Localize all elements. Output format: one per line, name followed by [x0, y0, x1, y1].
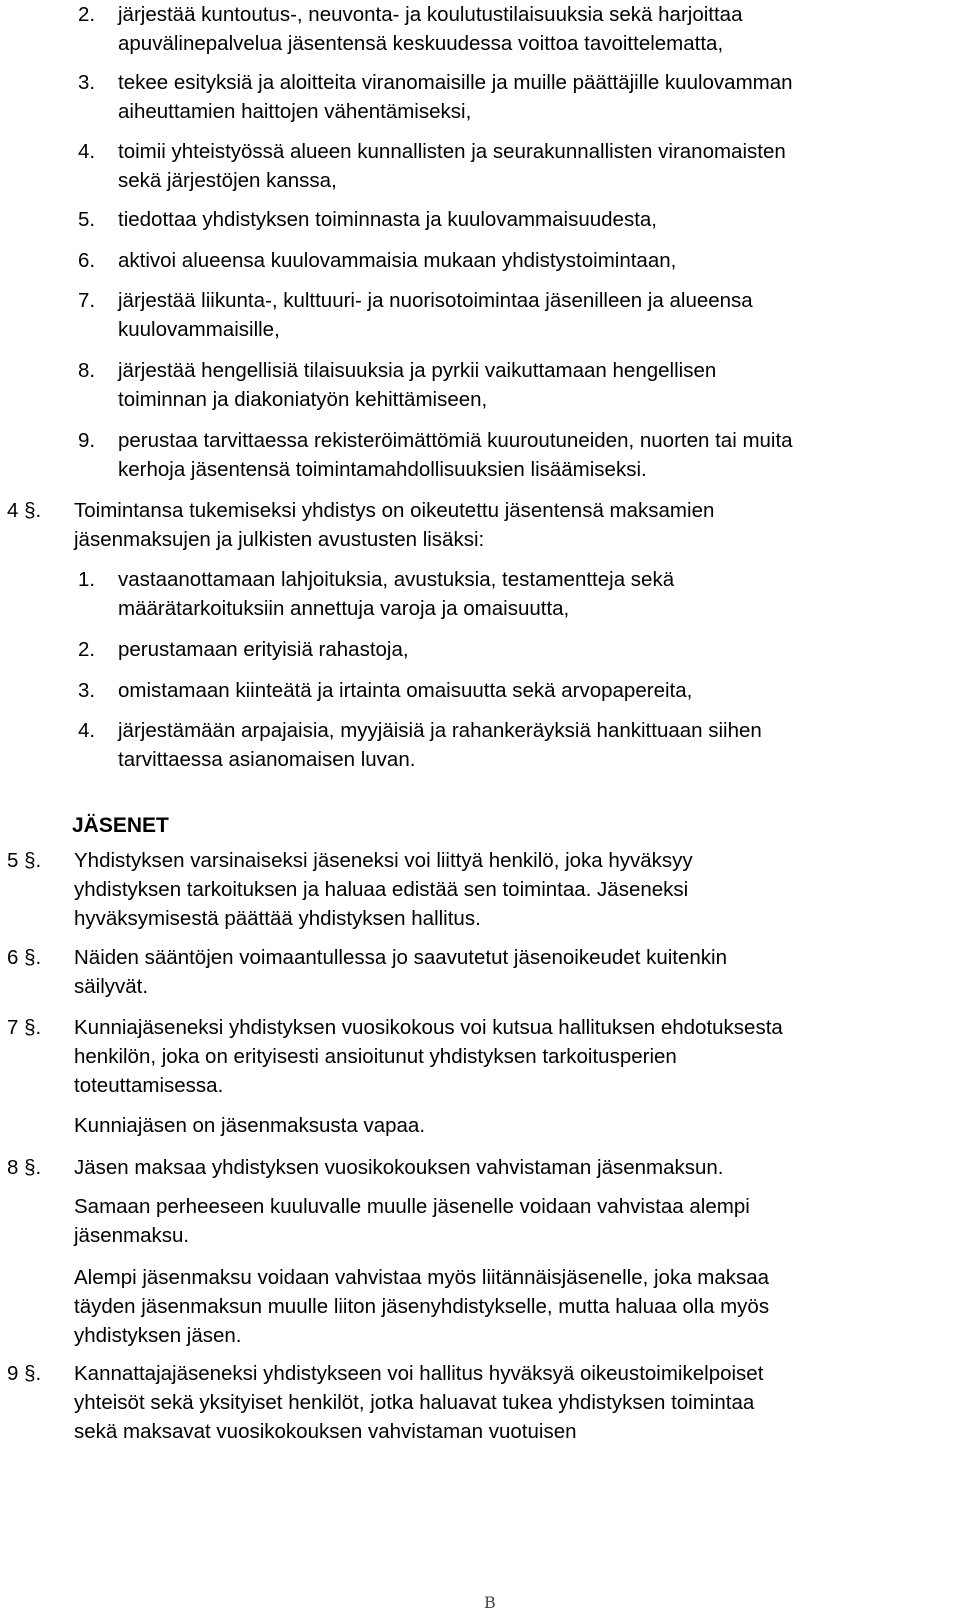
list-item-text: järjestää hengellisiä tilaisuuksia ja pyrkii vaikuttamaan hengellisen [118, 359, 717, 382]
list-item-text: järjestää liikunta-, kulttuuri- ja nuorisotoimintaa jäsenilleen ja alueensa [118, 289, 753, 312]
section-text: Toimintansa tukemiseksi yhdistys on oikeutettu jäsentensä maksamien [74, 499, 715, 522]
section-number: 9 §. [7, 1362, 42, 1385]
list-item-number: 2. [78, 3, 96, 26]
list-item-text: tiedottaa yhdistyksen toiminnasta ja kuulovammaisuudesta, [118, 208, 657, 231]
section-text: Kunniajäseneksi yhdistyksen vuosikokous voi kutsua hallituksen ehdotuksesta [74, 1016, 783, 1039]
list-item-text: sekä järjestöjen kanssa, [118, 169, 337, 192]
list-item-number: 3. [78, 71, 96, 94]
section-text: Alempi jäsenmaksu voidaan vahvistaa myös liitännäisjäsenelle, joka maksaa [74, 1266, 770, 1289]
section-text: toteuttamisessa. [74, 1074, 224, 1097]
list-item-text: vastaanottamaan lahjoituksia, avustuksia, testamentteja sekä [118, 568, 675, 591]
list-item-text: perustamaan erityisiä rahastoja, [118, 638, 409, 661]
section-text: jäsenmaksu. [74, 1224, 190, 1247]
list-item-text: toimii yhteistyössä alueen kunnallisten ja seurakunnallisten viranomaisten [118, 140, 786, 163]
section-heading: JÄSENET [72, 814, 169, 837]
section-text: Yhdistyksen varsinaiseksi jäseneksi voi liittyä henkilö, joka hyväksyy [74, 849, 693, 872]
list-item-number: 9. [78, 429, 96, 452]
list-item-number: 3. [78, 679, 96, 702]
list-item-text: apuvälinepalvelua jäsentensä keskuudessa voittoa tavoittelematta, [118, 32, 724, 55]
list-item-text: tekee esityksiä ja aloitteita viranomaisille ja muille päättäjille kuulovamman [118, 71, 793, 94]
list-item-text: omistamaan kiinteätä ja irtainta omaisuutta sekä arvopapereita, [118, 679, 693, 702]
section-text: sekä maksavat vuosikokouksen vahvistaman vuotuisen [74, 1420, 577, 1443]
section-text: säilyvät. [74, 975, 149, 998]
list-item-text: määrätarkoituksiin annettuja varoja ja omaisuutta, [118, 597, 570, 620]
section-number: 4 §. [7, 499, 42, 522]
section-text: Kunniajäsen on jäsenmaksusta vapaa. [74, 1114, 426, 1137]
section-number: 6 §. [7, 946, 42, 969]
list-item-number: 7. [78, 289, 96, 312]
section-number: 5 §. [7, 849, 42, 872]
section-text: täyden jäsenmaksun muulle liiton jäsenyhdistykselle, mutta haluaa olla myös [74, 1295, 770, 1318]
section-text: Samaan perheeseen kuuluvalle muulle jäsenelle voidaan vahvistaa alempi [74, 1195, 750, 1218]
list-item-number: 4. [78, 140, 96, 163]
section-text: yhdistyksen jäsen. [74, 1324, 242, 1347]
list-item-number: 1. [78, 568, 96, 591]
list-item-text: aiheuttamien haittojen vähentämiseksi, [118, 100, 472, 123]
list-item-text: kerhoja jäsentensä toimintamahdollisuuksien lisäämiseksi. [118, 458, 647, 481]
list-item-number: 2. [78, 638, 96, 661]
page-footer-mark: B [484, 1593, 496, 1612]
list-item-text: järjestämään arpajaisia, myyjäisiä ja rahankeräyksiä hankittuaan siihen [118, 719, 762, 742]
list-item-text: kuulovammaisille, [118, 318, 280, 341]
section-text: yhteisöt sekä yksityiset henkilöt, jotka haluavat tukea yhdistyksen toimintaa [74, 1391, 755, 1414]
section-text: yhdistyksen tarkoituksen ja haluaa edistää sen toimintaa. Jäseneksi [74, 878, 689, 901]
section-number: 7 §. [7, 1016, 42, 1039]
list-item-text: järjestää kuntoutus-, neuvonta- ja koulutustilaisuuksia sekä harjoittaa [118, 3, 743, 26]
list-item-text: aktivoi alueensa kuulovammaisia mukaan yhdistystoimintaan, [118, 249, 677, 272]
list-item-text: perustaa tarvittaessa rekisteröimättömiä kuuroutuneiden, nuorten tai muita [118, 429, 793, 452]
list-item-number: 4. [78, 719, 96, 742]
list-item-number: 8. [78, 359, 96, 382]
section-text: jäsenmaksujen ja julkisten avustusten lisäksi: [74, 528, 485, 551]
section-text: hyväksymisestä päättää yhdistyksen hallitus. [74, 907, 481, 930]
list-item-number: 5. [78, 208, 96, 231]
section-text: Jäsen maksaa yhdistyksen vuosikokouksen vahvistaman jäsenmaksun. [74, 1156, 724, 1179]
list-item-text: tarvittaessa asianomaisen luvan. [118, 748, 416, 771]
list-item-number: 6. [78, 249, 96, 272]
section-text: Näiden sääntöjen voimaantullessa jo saavutetut jäsenoikeudet kuitenkin [74, 946, 728, 969]
section-text: Kannattajajäseneksi yhdistykseen voi hallitus hyväksyä oikeustoimikelpoiset [74, 1362, 764, 1385]
section-text: henkilön, joka on erityisesti ansioitunut yhdistyksen tarkoitusperien [74, 1045, 677, 1068]
section-number: 8 §. [7, 1156, 42, 1179]
list-item-text: toiminnan ja diakoniatyön kehittämiseen, [118, 388, 488, 411]
